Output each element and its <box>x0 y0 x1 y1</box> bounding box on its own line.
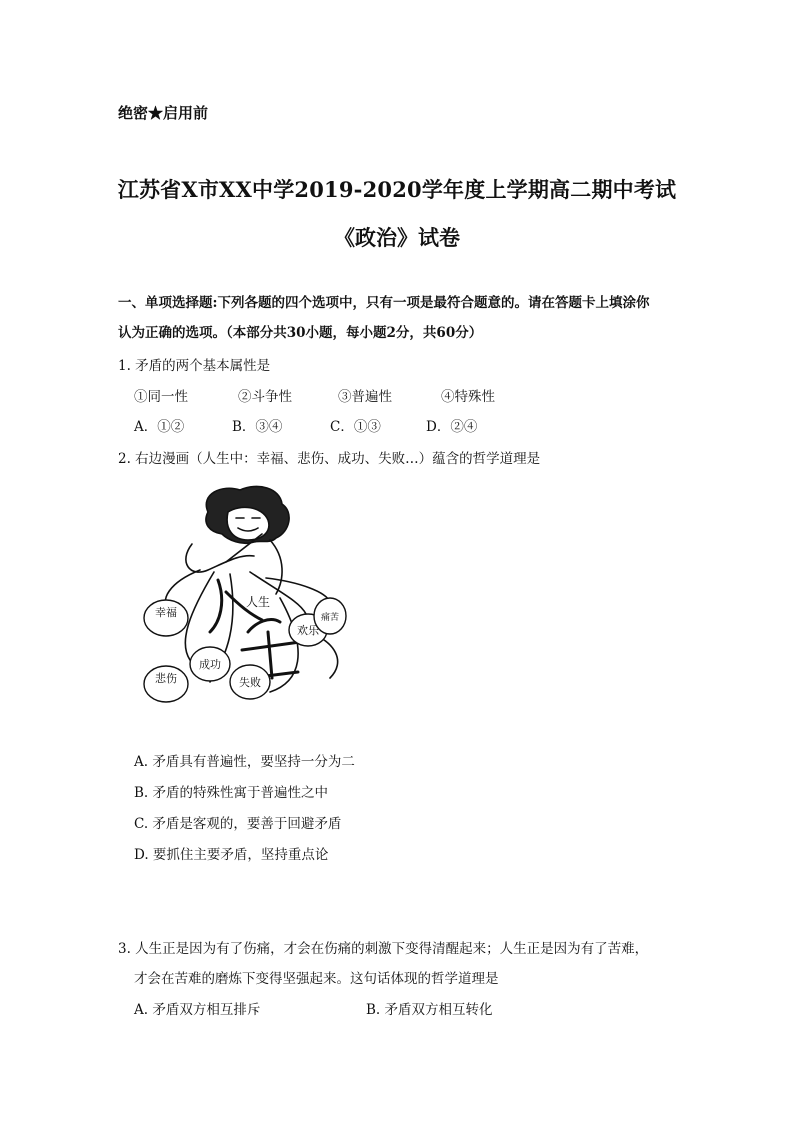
q3-option-b: B. 矛盾双方相互转化 <box>366 1002 493 1018</box>
q1-item-4: ④特殊性 <box>441 389 495 405</box>
secret-label: 绝密★启用前 <box>118 104 209 122</box>
cartoon-label-success: 成功 <box>199 658 221 671</box>
q3-option-a: A. 矛盾双方相互排斥 <box>134 1002 261 1018</box>
question-3-stem-line2: 才会在苦难的磨炼下变得坚强起来。这句话体现的哲学道理是 <box>134 971 499 987</box>
q1-item-3: ③普遍性 <box>338 389 392 405</box>
q2-option-c: C. 矛盾是客观的，要善于回避矛盾 <box>134 816 342 832</box>
cartoon-label-failure: 失败 <box>239 676 261 689</box>
q2-option-a: A. 矛盾具有普遍性，要坚持一分为二 <box>134 754 355 770</box>
life-cartoon-illustration <box>130 482 360 712</box>
q2-option-d: D. 要抓住主要矛盾，坚持重点论 <box>134 847 329 863</box>
q1-option-d: D．②④ <box>426 419 478 435</box>
section-instructions-line1: 一、单项选择题:下列各题的四个选项中，只有一项是最符合题意的。请在答题卡上填涂你 <box>118 295 650 311</box>
question-2-stem: 2. 右边漫画（人生中：幸福、悲伤、成功、失败…）蕴含的哲学道理是 <box>118 451 541 467</box>
cartoon-label-happiness: 幸福 <box>155 606 177 619</box>
q1-item-2: ②斗争性 <box>238 389 292 405</box>
q1-option-a: A．①② <box>134 419 185 435</box>
q1-option-b: B．③④ <box>232 419 283 435</box>
question-3-stem-line1: 3. 人生正是因为有了伤痛，才会在伤痛的刺激下变得清醒起来；人生正是因为有了苦难， <box>118 941 649 957</box>
question-1-stem: 1. 矛盾的两个基本属性是 <box>118 358 271 374</box>
q1-item-1: ①同一性 <box>134 389 188 405</box>
exam-title: 江苏省X市XX中学2019-2020学年度上学期高二期中考试 <box>117 177 677 202</box>
cartoon-label-joy: 欢乐 <box>297 624 319 637</box>
cartoon-label-life: 人生 <box>245 595 271 609</box>
section-instructions-line2: 认为正确的选项。（本部分共30小题，每小题2分，共60分） <box>118 325 483 341</box>
q2-option-b: B. 矛盾的特殊性寓于普遍性之中 <box>134 785 329 801</box>
exam-subtitle: 《政治》试卷 <box>334 225 460 250</box>
cartoon-label-sorrow: 悲伤 <box>155 672 177 685</box>
cartoon-label-pain: 痛苦 <box>320 613 340 623</box>
q1-option-c: C．①③ <box>330 419 381 435</box>
